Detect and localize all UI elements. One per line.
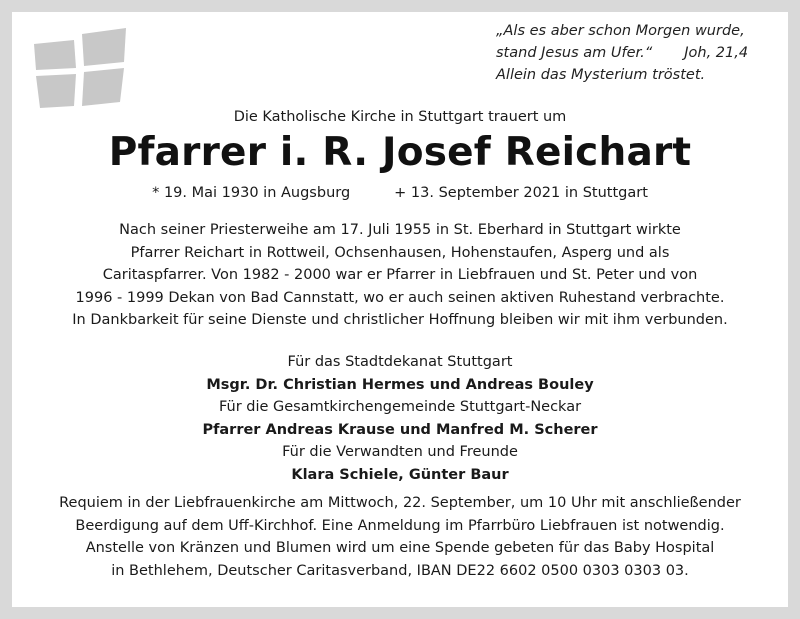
mourner-names: Klara Schiele, Günter Baur <box>291 466 509 483</box>
funeral-details <box>12 492 788 582</box>
biography-line: In Dankbarkeit für seine Dienste und christlicher Hoffnung bleiben wir mit ihm verbunden. <box>72 312 728 328</box>
mourner-names: Pfarrer Andreas Krause und Manfred M. Scherer <box>202 421 598 438</box>
mourner-group: Für das Stadtdekanat Stuttgart <box>287 354 513 370</box>
bible-quote <box>496 20 748 86</box>
birth-date: * 19. Mai 1930 in Augsburg <box>152 185 351 201</box>
biography-line: Caritaspfarrer. Von 1982 - 2000 war er Pfarrer in Liebfrauen und St. Peter und von <box>102 267 698 283</box>
mourner-group: Für die Gesamtkirchengemeinde Stuttgart-Neckar <box>218 399 582 415</box>
death-date: + 13. September 2021 in Stuttgart <box>394 185 648 201</box>
mourner-names: Msgr. Dr. Christian Hermes und Andreas Bouley <box>206 376 594 393</box>
obituary-card <box>12 12 788 607</box>
quote-line-2 <box>496 42 748 64</box>
quote-line-3: Allein das Mysterium tröstet. <box>496 67 706 83</box>
quote-line-1: „Als es aber schon Morgen wurde, <box>496 23 745 39</box>
mourners-list <box>12 351 788 486</box>
funeral-details-line: in Bethlehem, Deutscher Caritasverband, IBAN DE22 6602 0500 0303 0303 03. <box>111 562 689 579</box>
life-dates <box>12 185 788 201</box>
quote-reference: Joh, 21,4 <box>684 45 749 61</box>
biography-line: Pfarrer Reichart in Rottweil, Ochsenhausen, Hohenstaufen, Asperg und als <box>130 244 670 261</box>
biography-line: 1996 - 1999 Dekan von Bad Cannstatt, wo er auch seinen aktiven Ruhestand verbrachte. <box>75 289 725 306</box>
funeral-details-line: Anstelle von Kränzen und Blumen wird um eine Spende gebeten für das Baby Hospital <box>85 540 715 556</box>
cross-window-logo <box>30 22 134 112</box>
biography <box>12 219 788 332</box>
biography-line: Nach seiner Priesterweihe am 17. Juli 1955 in St. Eberhard in Stuttgart wirkte <box>119 222 681 238</box>
funeral-details-line: Beerdigung auf dem Uff-Kirchhof. Eine Anmeldung im Pfarrbüro Liebfrauen ist notwendig. <box>75 517 725 534</box>
intro-text: Die Katholische Kirche in Stuttgart trauert um <box>233 109 567 125</box>
mourner-group: Für die Verwandten und Freunde <box>282 444 518 460</box>
funeral-details-line: Requiem in der Liebfrauenkirche am Mittwoch, 22. September, um 10 Uhr mit anschließender <box>59 495 741 511</box>
deceased-name: Pfarrer i. R. Josef Reichart <box>108 130 692 175</box>
quote-line-2-text: stand Jesus am Ufer.“ <box>496 45 653 61</box>
